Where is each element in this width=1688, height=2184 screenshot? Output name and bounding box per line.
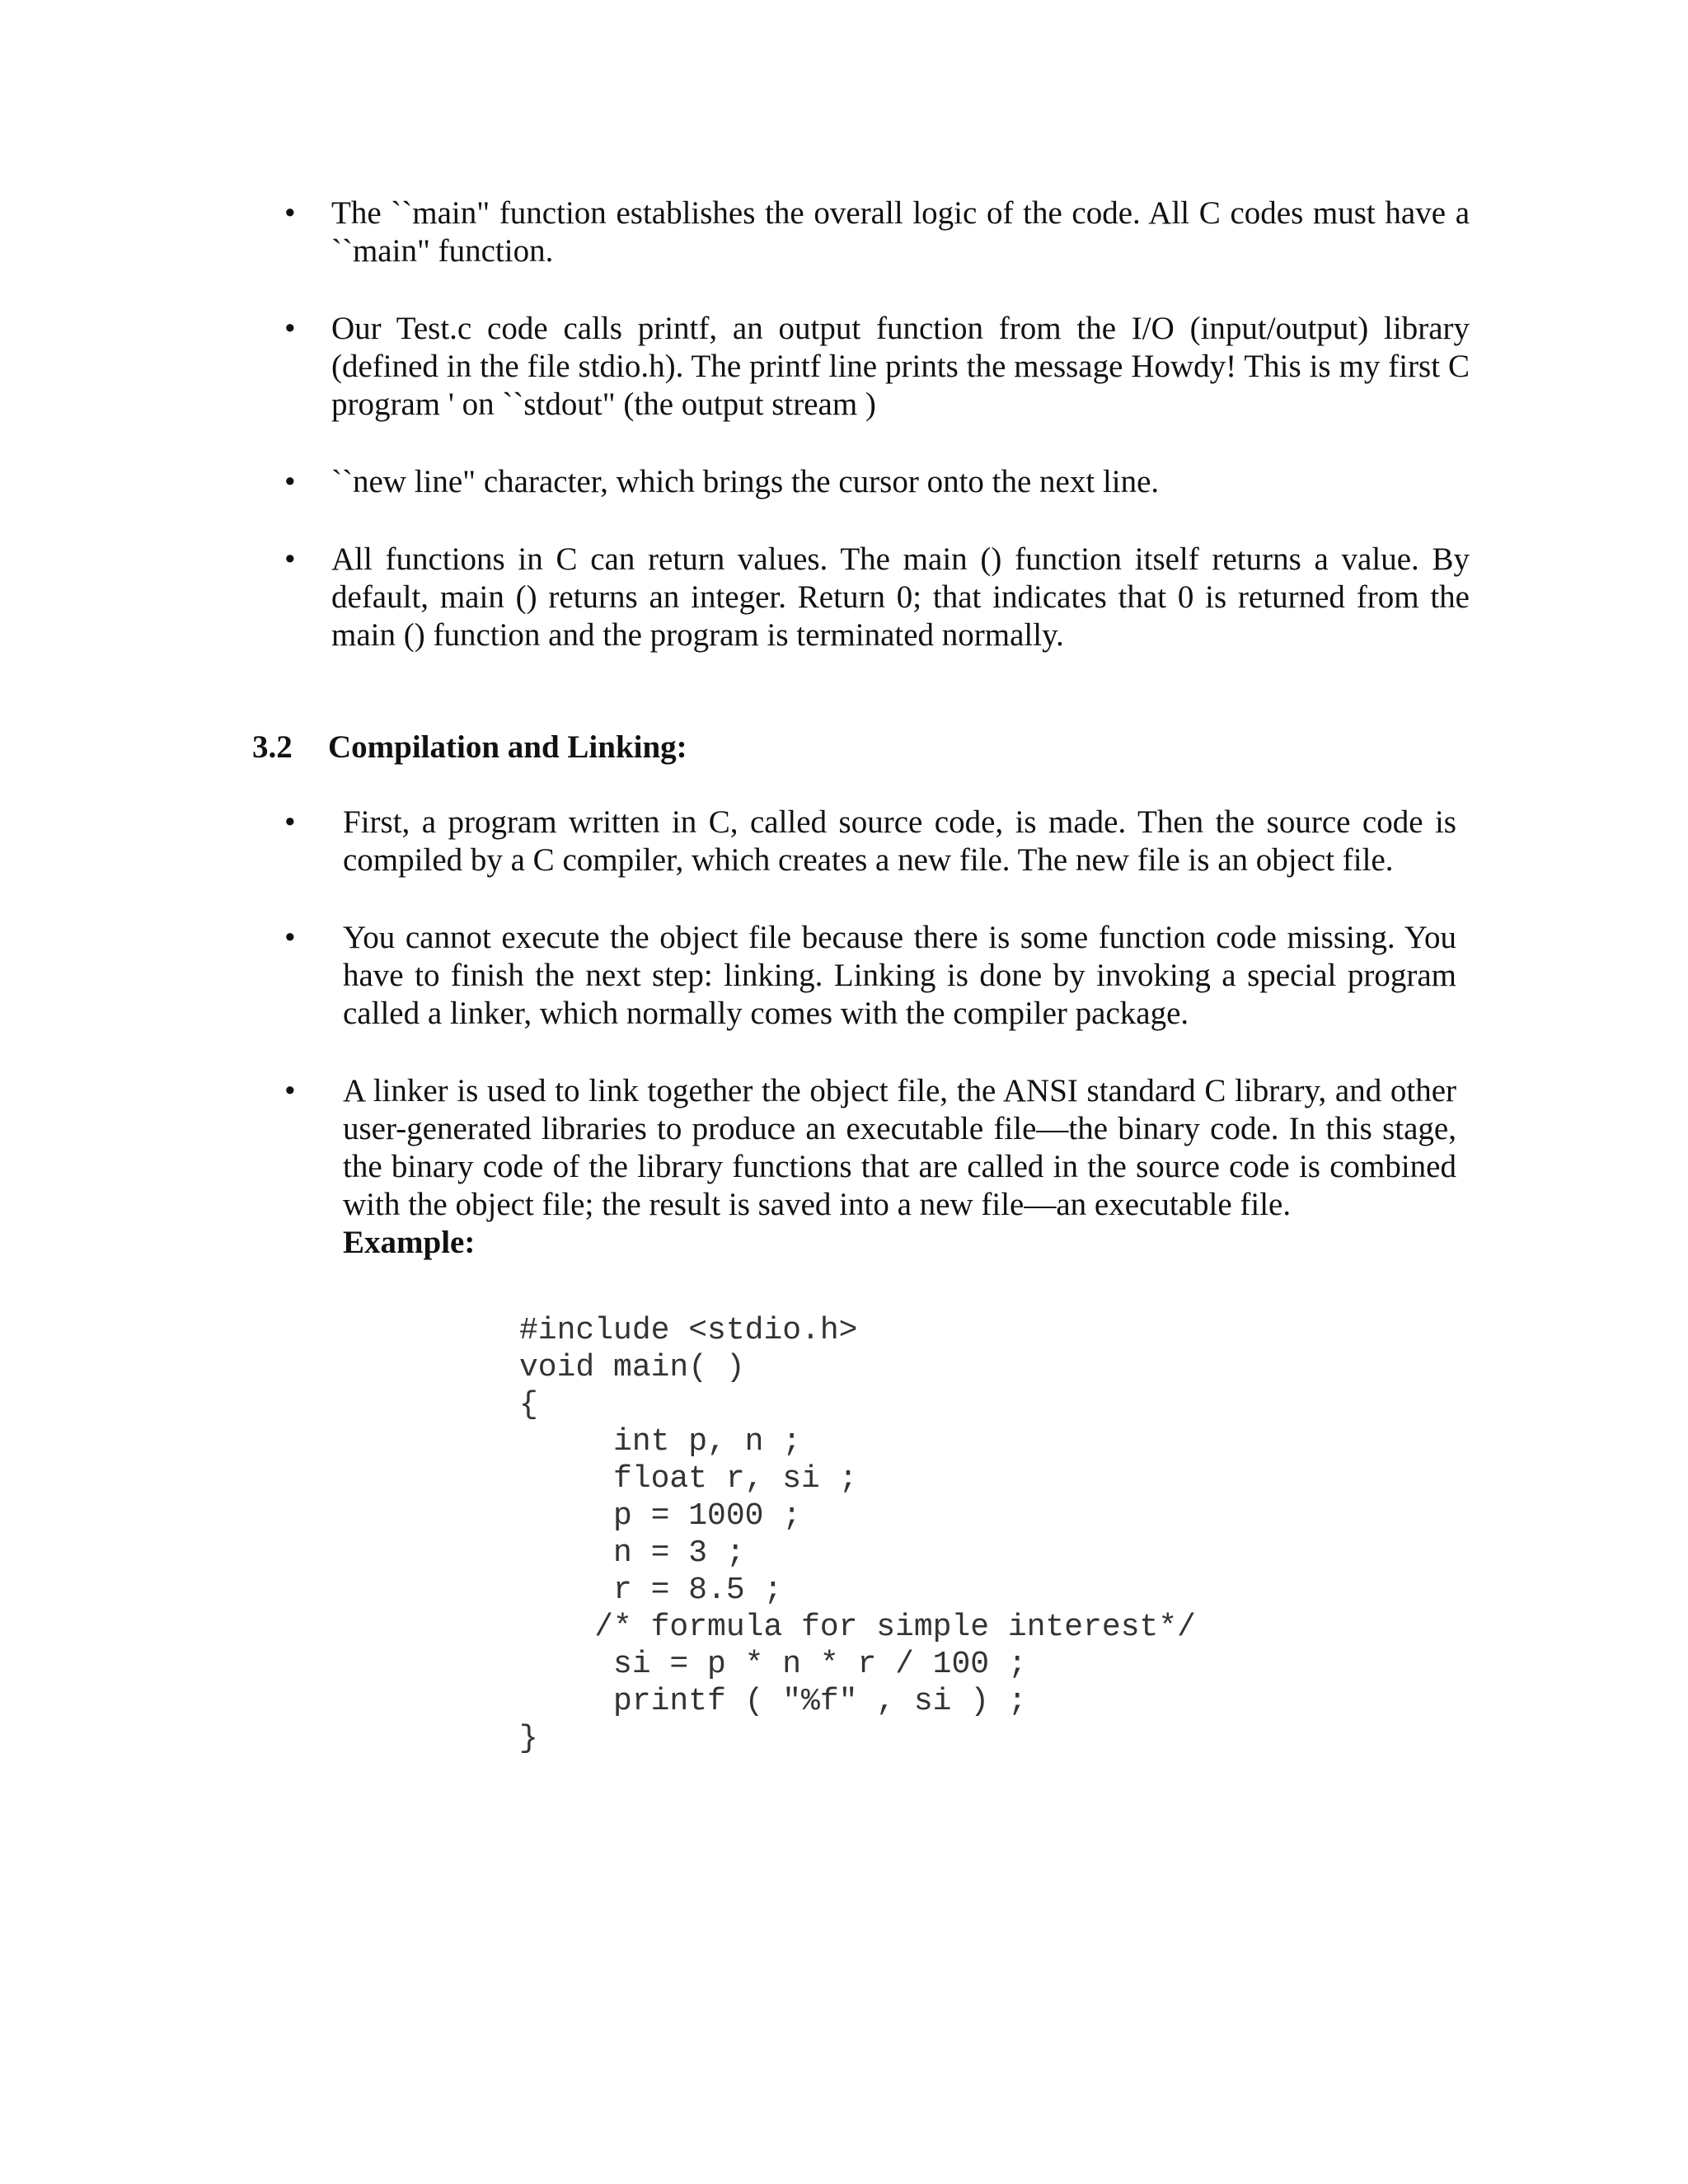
code-line: /* formula for simple interest*/ bbox=[519, 1610, 1196, 1645]
intro-bullet-list bbox=[284, 194, 1470, 694]
example-label: Example: bbox=[343, 1225, 476, 1260]
code-line: #include <stdio.h> bbox=[519, 1313, 858, 1348]
list-item bbox=[284, 463, 1470, 501]
bullet-text: ``new line" character, which brings the cursor onto the next line. bbox=[331, 464, 1160, 499]
bullet-text: A linker is used to link together the object file, the ANSI standard C library, and other user-generated libraries to produce an executable file—the binary code. In this stage, the binary code of the library functions that are called in the source code is combined with the object file; the result is saved into a new file—an executable file. bbox=[343, 1073, 1456, 1222]
list-item bbox=[284, 1072, 1456, 1262]
code-line: } bbox=[519, 1721, 538, 1756]
bullet-text: Our Test.c code calls printf, an output function from the I/O (input/output) library (defined in the file stdio.h). The printf line prints the message Howdy! This is my first C program ' on ``stdout" (the output stream ) bbox=[331, 311, 1470, 422]
list-item bbox=[284, 194, 1470, 270]
list-item bbox=[284, 919, 1456, 1033]
bullet-text: First, a program written in C, called source code, is made. Then the source code is compiled by a C compiler, which creates a new file. The new file is an object file. bbox=[343, 804, 1456, 878]
bullet-icon: • bbox=[284, 541, 296, 577]
code-line: printf ( "%f" , si ) ; bbox=[519, 1684, 1027, 1719]
bullet-icon: • bbox=[284, 920, 296, 955]
code-line: int p, n ; bbox=[519, 1424, 802, 1460]
code-line: p = 1000 ; bbox=[519, 1498, 802, 1534]
section-heading bbox=[252, 729, 687, 766]
bullet-text: You cannot execute the object file because there is some function code missing. You have to finish the next step: linking. Linking is done by invoking a special program called a linker, which normally comes with the compiler package. bbox=[343, 920, 1456, 1031]
bullet-icon: • bbox=[284, 1073, 296, 1108]
list-item bbox=[284, 804, 1456, 879]
bullet-icon: • bbox=[284, 195, 296, 231]
bullet-text: The ``main" function establishes the overall logic of the code. All C codes must have a ``main" function. bbox=[331, 195, 1470, 269]
list-item bbox=[284, 541, 1470, 654]
bullet-text: All functions in C can return values. The main () function itself returns a value. By default, main () returns an integer. Return 0; that indicates that 0 is returned from the main () function and the program is terminated normally. bbox=[331, 541, 1470, 653]
code-line: n = 3 ; bbox=[519, 1535, 745, 1571]
code-line: { bbox=[519, 1387, 538, 1422]
list-item bbox=[284, 310, 1470, 424]
code-line: r = 8.5 ; bbox=[519, 1572, 783, 1608]
code-block bbox=[519, 1312, 1196, 1757]
section-title: Compilation and Linking: bbox=[328, 729, 687, 765]
bullet-icon: • bbox=[284, 311, 296, 346]
bullet-icon: • bbox=[284, 464, 296, 499]
code-line: void main( ) bbox=[519, 1350, 745, 1385]
bullet-icon: • bbox=[284, 804, 296, 840]
section-bullet-list bbox=[284, 804, 1456, 1301]
section-number: 3.2 bbox=[252, 729, 293, 765]
code-line: float r, si ; bbox=[519, 1461, 858, 1497]
code-line: si = p * n * r / 100 ; bbox=[519, 1647, 1027, 1682]
